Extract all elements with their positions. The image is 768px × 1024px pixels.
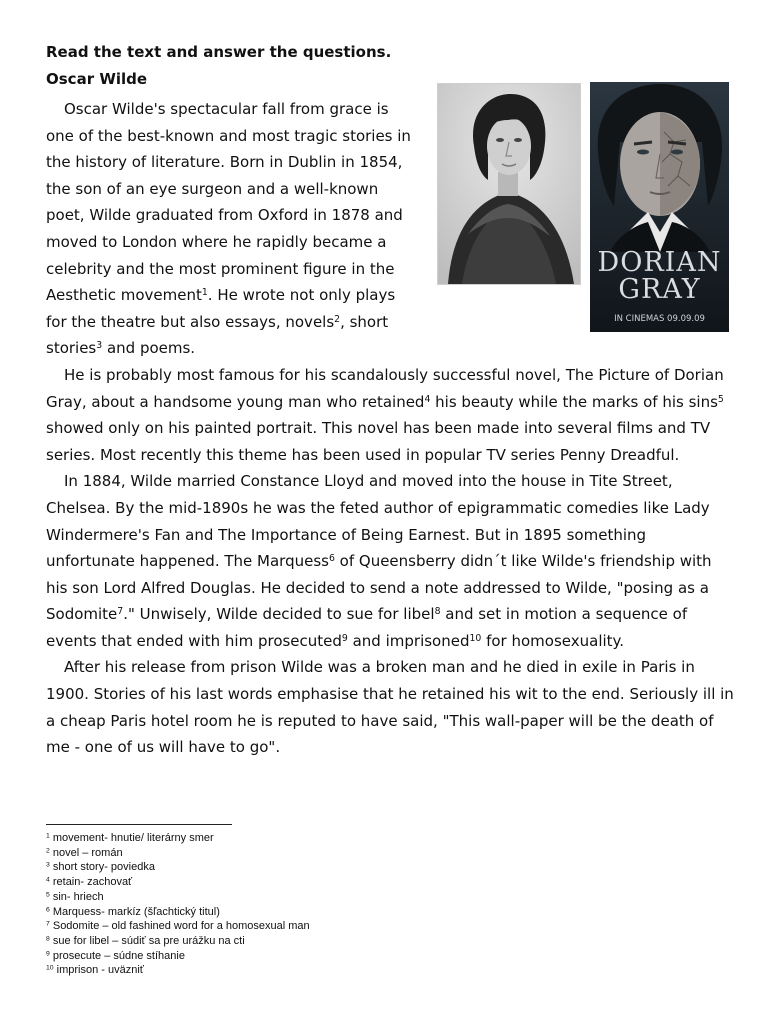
paragraph-text: , short stories (46, 312, 389, 358)
footnote: $^4$ retain- zachovať (46, 876, 133, 889)
footnote-separator (46, 824, 232, 825)
footnote: $^6$ Marquess- markíz (šľachtický titul) (46, 905, 220, 918)
paragraph-text: He is probably most famous for his scandalously successful novel, The Picture of Dorian Gray, about a handsome young man who retained (46, 365, 724, 411)
paragraph-2 (46, 362, 736, 468)
footnote: $^5$ sin- hriech (46, 890, 104, 903)
footnote-marker: 1 (201, 287, 208, 299)
poster-tagline: IN CINEMAS 09.09.09 (614, 314, 705, 324)
footnote-marker: 4 (424, 393, 431, 405)
paragraph-text: his beauty while the marks of his sins (430, 392, 718, 411)
task-instruction: Read the text and answer the questions. (46, 43, 392, 61)
footnote-marker: 6 (328, 552, 335, 564)
oscar-wilde-portrait-photo (437, 83, 581, 285)
paragraph-text: . He wrote not only plays for the theatre but also essays, novels (46, 286, 396, 331)
footnote: $^8$ sue for libel – súdiť sa pre urážku na cti (46, 934, 245, 947)
paragraph-text: and set in motion a sequence of events that ended with him prosecuted (46, 605, 688, 650)
paragraph-text: ." Unwisely, Wilde decided to sue for libel (123, 605, 435, 624)
paragraph-text: and poems. (102, 339, 196, 358)
paragraph-text: Oscar Wilde's spectacular fall from grace is one of the best-known and most tragic stories in the history of literature. Born in Dublin in 1854, the son of an eye surgeon and a well-known poet, Wilde graduated from Oxford in 1878 and moved to London where he rapidly became a celebrity and the most prominent figure in the Aesthetic movement (46, 100, 411, 305)
footnote-marker: 9 (341, 632, 348, 644)
paragraph-text: In 1884, Wilde married Constance Lloyd and moved into the house in Tite Street, Chelsea. By the mid-1890s he was the feted author of epigrammatic comedies like Lady Windermere's Fan and The Importance of Being Earnest. But in 1895 something unfortunate happened. The Marquess (46, 472, 710, 571)
paragraph-text: and imprisoned (347, 631, 470, 650)
footnote: $^1$ movement- hnutie/ literárny smer (46, 832, 214, 844)
paragraph-4 (46, 654, 736, 760)
paragraph-text: showed only on his painted portrait. This novel has been made into several films and TV series. Most recently this theme has been used in popular TV series Penny Dreadful. (46, 419, 711, 464)
paragraph-text: of Queensberry didn´t like Wilde's friendship with his son Lord Alfred Douglas. He decided to send a note addressed to Wilde, "posing as a Sodomite (46, 552, 712, 624)
footnote-marker: 2 (334, 313, 341, 325)
paragraph-text: After his release from prison Wilde was a broken man and he died in exile in Paris in 1900. Stories of his last words emphasise that he retained his wit to the end. Seriously ill in a cheap Paris hotel room he is reputed to have said, "This wall-paper will be the death of me - one of us will have to go". (46, 658, 734, 757)
footnote: $^7$ Sodomite – old fashined word for a homosexual man (46, 920, 310, 933)
footnote-marker: 8 (434, 606, 441, 618)
poster-title-line2: GRAY (618, 274, 701, 305)
footnote: $^2$ novel – román (46, 846, 123, 859)
footnote-marker: 3 (96, 340, 103, 352)
footnotes (46, 831, 310, 978)
footnote-marker: 7 (117, 606, 124, 618)
footnote: $^{10}$ imprison - uväzniť (46, 964, 144, 977)
footnote: $^9$ prosecute – súdne stíhanie (46, 949, 185, 962)
paragraph-text: for homosexuality. (481, 631, 625, 650)
footnote-marker: 5 (717, 393, 724, 405)
paragraph-3 (46, 468, 736, 654)
footnote-marker: 10 (469, 632, 482, 644)
dorian-gray-film-poster (590, 82, 729, 332)
poster-title-line1: DORIAN (597, 247, 722, 278)
footnote: $^3$ short story- poviedka (46, 861, 155, 874)
article-title: Oscar Wilde (46, 70, 148, 88)
